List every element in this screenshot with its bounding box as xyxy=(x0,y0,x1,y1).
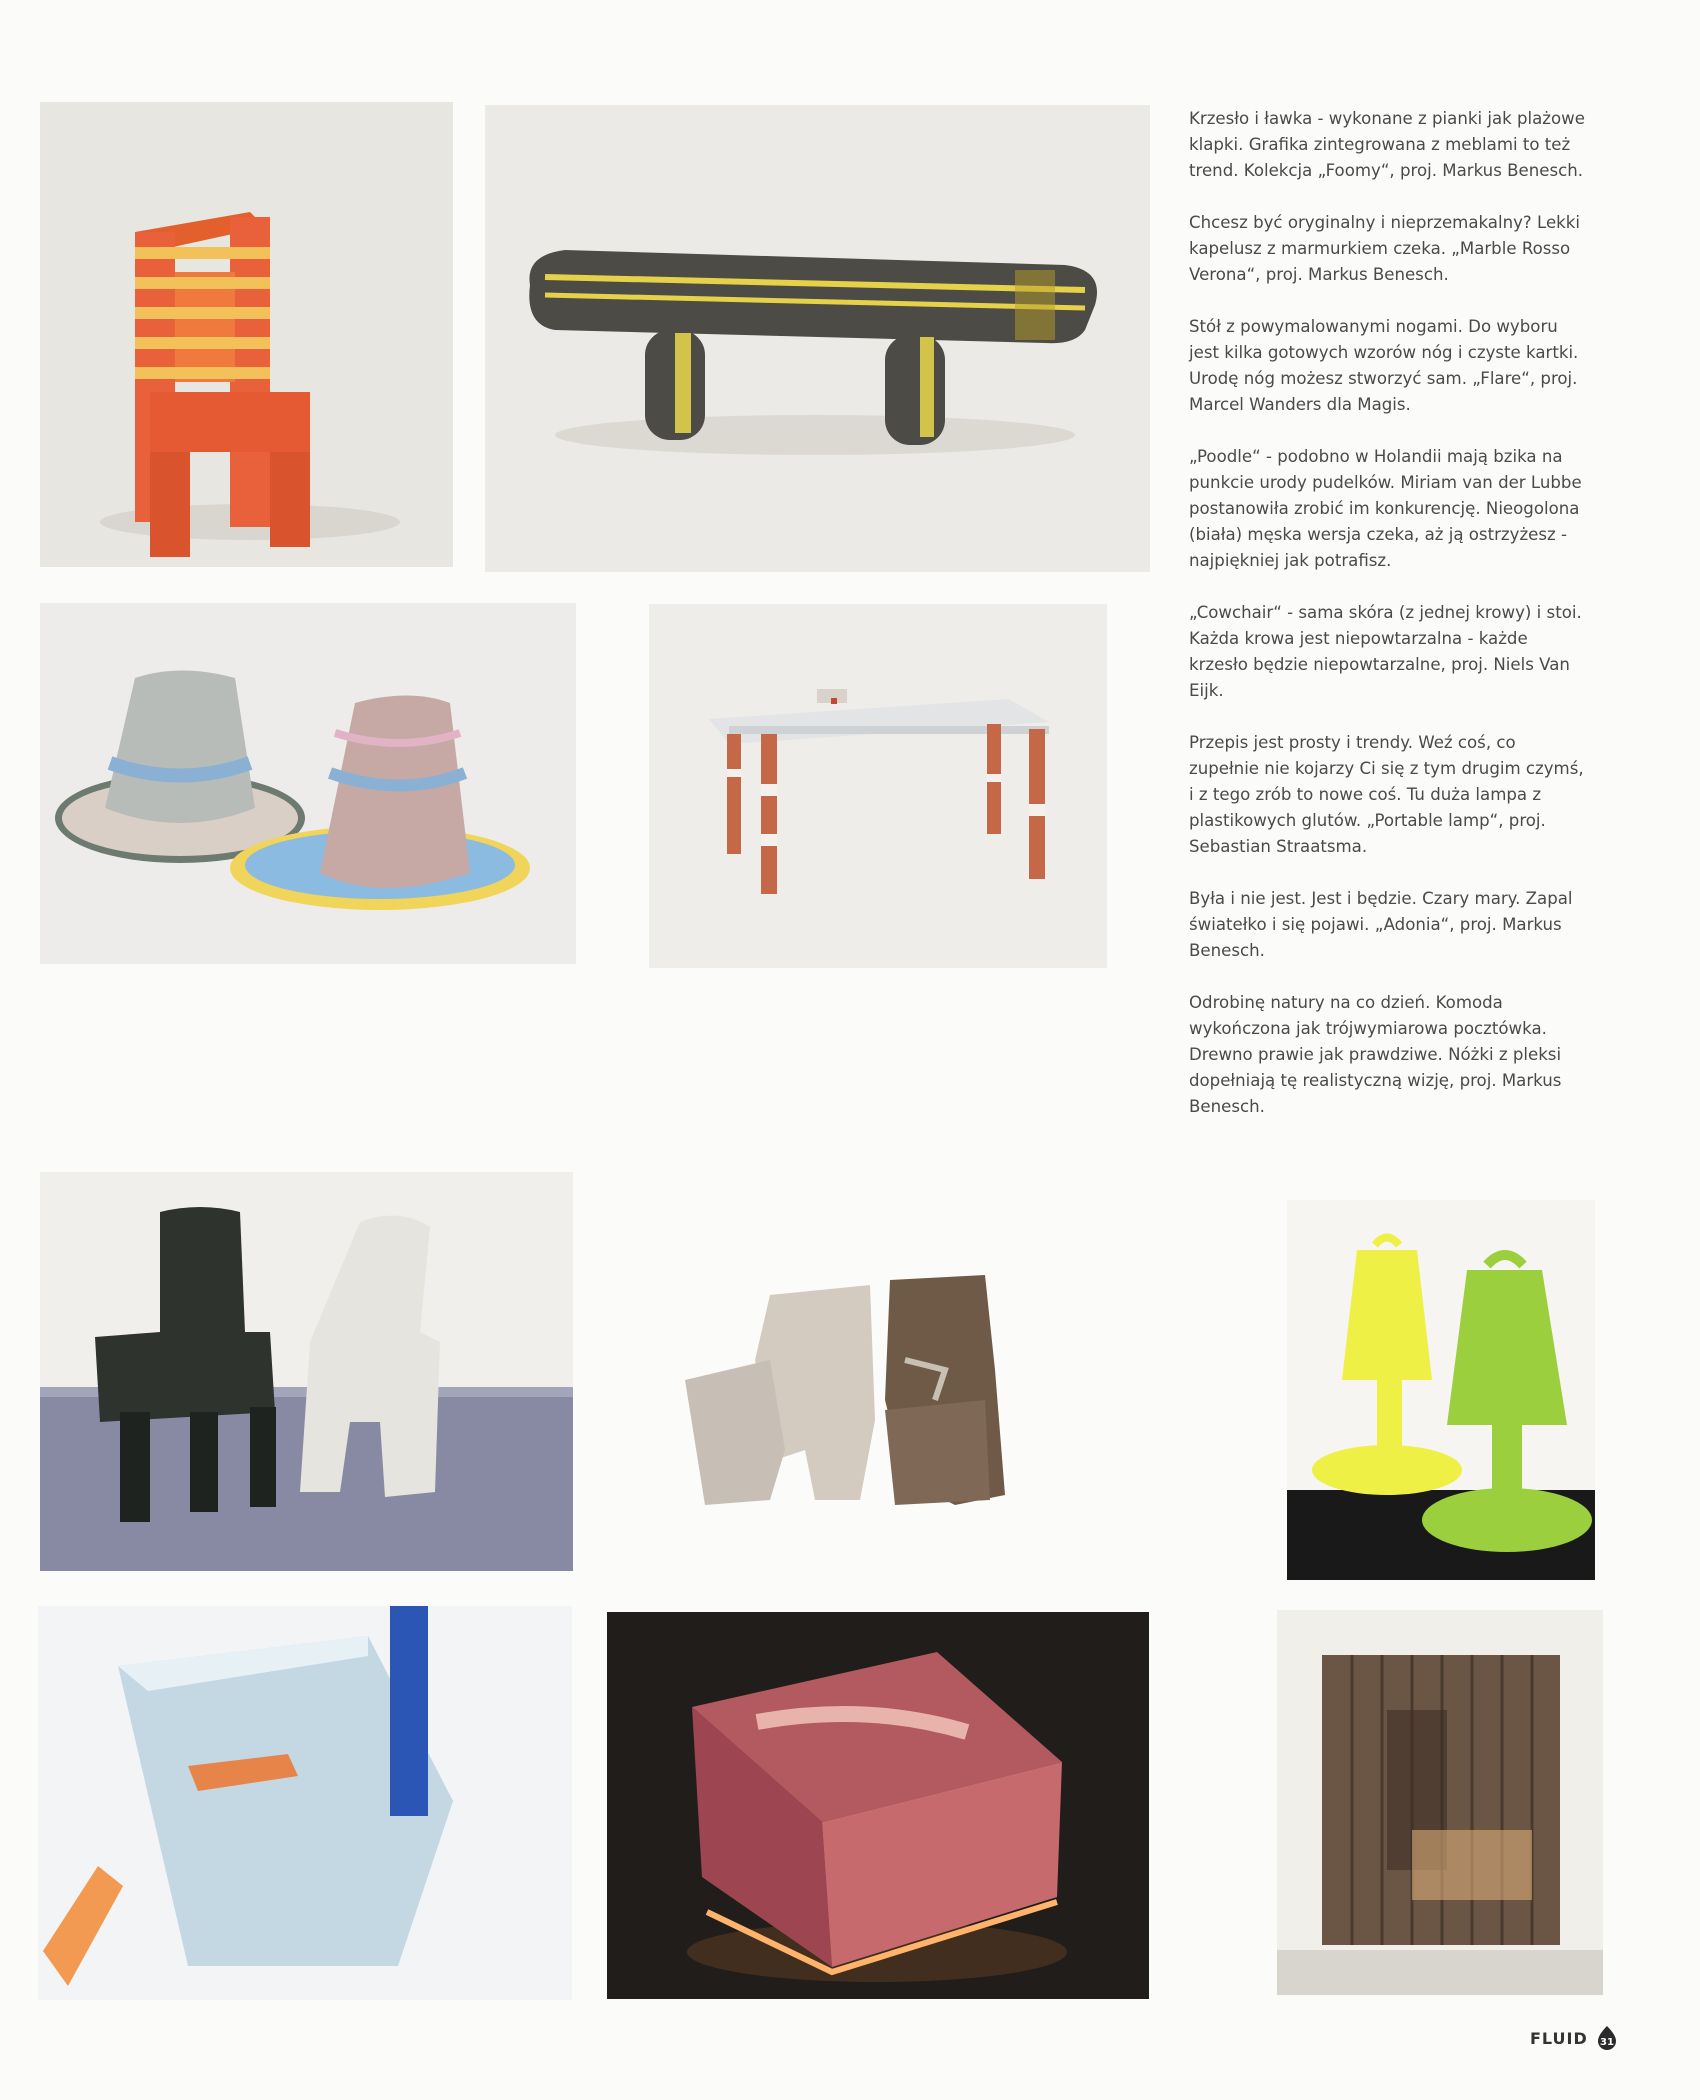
captions-column xyxy=(1189,106,1589,1146)
page-number-badge xyxy=(1594,2025,1620,2051)
caption-poodle: „Poodle“ - podobno w Holandii mają bzika na punkcie urody pudelków. Miriam van der Lubbe postanowiła zrobić im konkurencję. Nieogolona (biała) męska wersja czeka, aż ją ostrzyżesz - najpiękniej jak potrafisz. xyxy=(1189,447,1582,570)
caption-cabinet: Odrobinę natury na co dzień. Komoda wykończona jak trójwymiarowa pocztówka. Drewno prawie jak prawdziwe. Nóżki z pleksi dopełniają tę realistyczną wizję, proj. Markus Benesch. xyxy=(1189,993,1562,1116)
photo-glass-bench xyxy=(38,1606,572,2000)
photo-foomy-chair xyxy=(40,102,453,567)
photo-marble-hats xyxy=(40,603,576,964)
photo-wood-cabinet xyxy=(1277,1610,1603,1995)
caption-portable-lamp: Przepis jest prosty i trendy. Weź coś, co zupełnie nie kojarzy Ci się z tym drugim czymś, i z tego zrób to nowe coś. Tu duża lampa z plastikowych glutów. „Portable lamp“, proj. Sebastian Straatsma. xyxy=(1189,733,1584,856)
caption-marble-hat: Chcesz być oryginalny i nieprzemakalny? Lekki kapelusz z marmurkiem czeka. „Marble Rosso Verona“, proj. Markus Benesch. xyxy=(1189,213,1580,284)
page-number: 31 xyxy=(1599,2037,1614,2048)
caption-adonia: Była i nie jest. Jest i będzie. Czary mary. Zapal światełko i się pojawi. „Adonia“, proj. Markus Benesch. xyxy=(1189,889,1573,960)
photo-flare-table xyxy=(649,604,1107,968)
photo-cowchair xyxy=(655,1250,1055,1535)
caption-cowchair: „Cowchair“ - sama skóra (z jednej krowy) i stoi. Każda krowa jest niepowtarzalna - każde krzesło będzie niepowtarzalne, proj. Niels Van Eijk. xyxy=(1189,603,1582,700)
photo-foomy-bench xyxy=(485,105,1150,572)
page-footer xyxy=(1530,2023,1620,2053)
magazine-logo: FLUID xyxy=(1530,2028,1588,2048)
photo-poodle-chairs xyxy=(40,1172,573,1571)
photo-adonia xyxy=(607,1612,1149,1999)
caption-foomy: Krzesło i ławka - wykonane z pianki jak plażowe klapki. Grafika zintegrowana z meblami to też trend. Kolekcja „Foomy“, proj. Markus Benesch. xyxy=(1189,109,1585,180)
caption-flare-table: Stół z powymalowanymi nogami. Do wyboru jest kilka gotowych wzorów nóg i czyste kartki. Urodę nóg możesz stworzyć sam. „Flare“, proj. Marcel Wanders dla Magis. xyxy=(1189,317,1579,414)
photo-portable-lamp xyxy=(1287,1200,1595,1580)
